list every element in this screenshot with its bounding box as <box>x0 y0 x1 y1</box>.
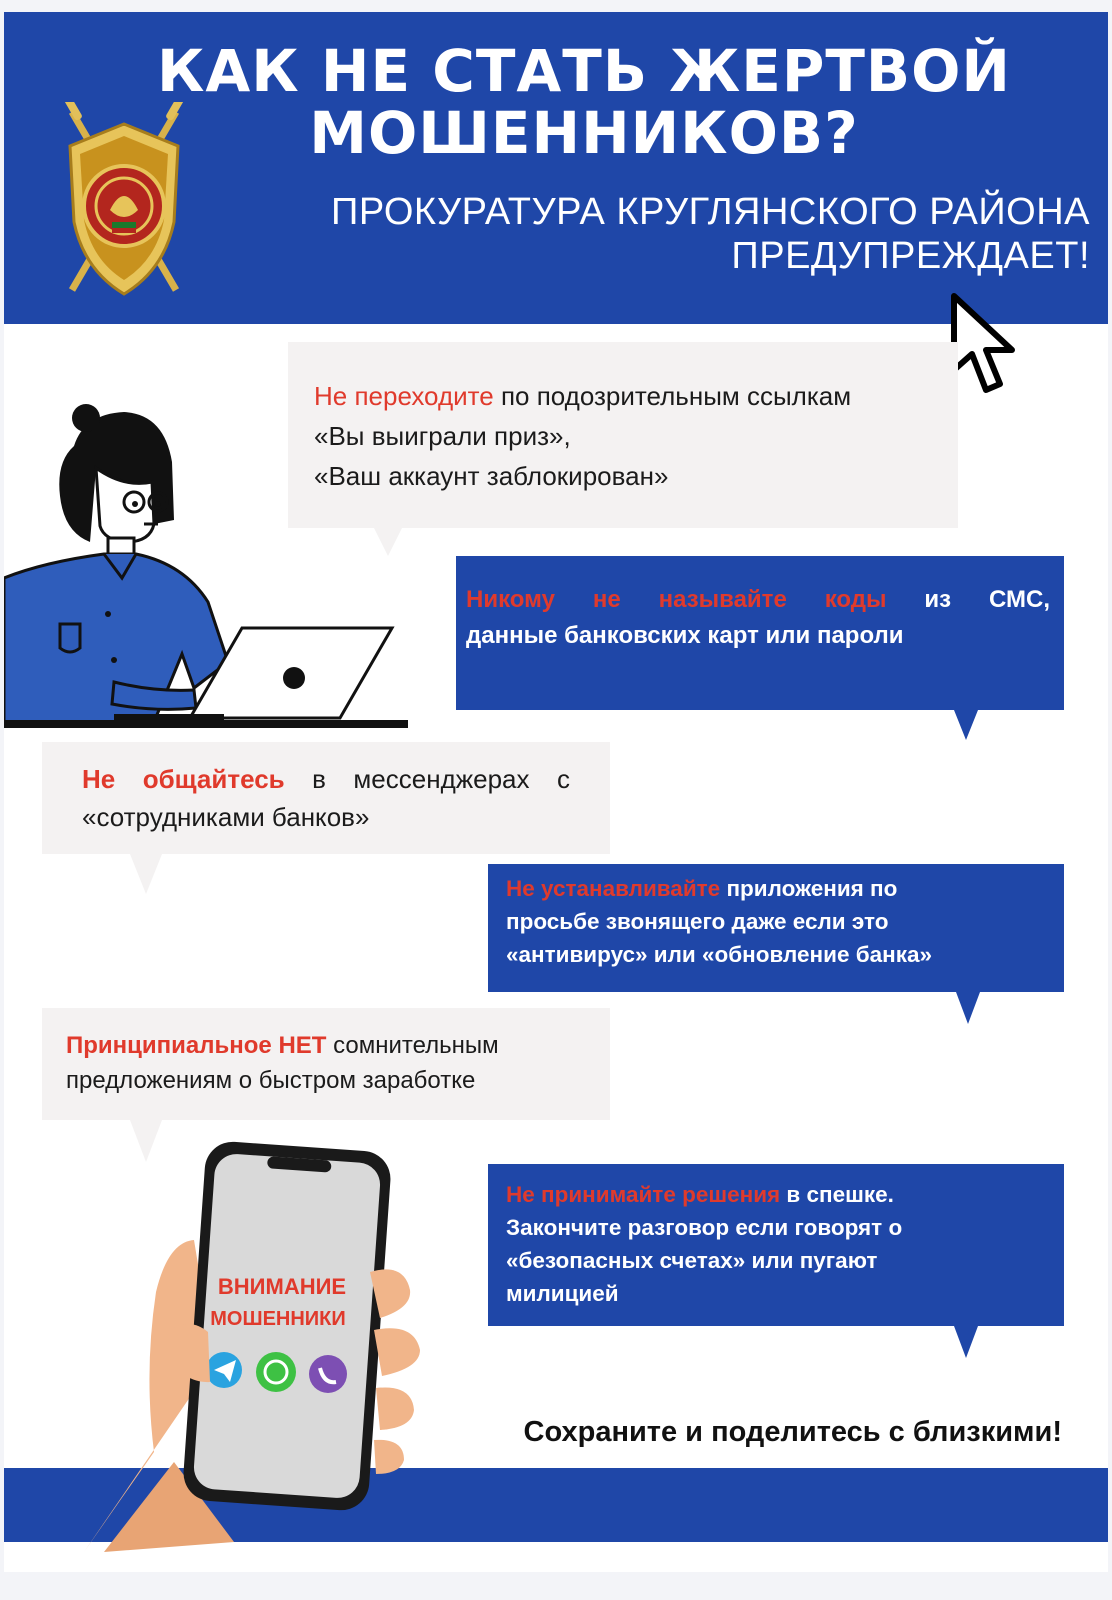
tip4-line2: просьбе звонящего даже если это <box>506 909 889 934</box>
bubble-tail <box>130 854 162 894</box>
tip6-line3: «безопасных счетах» или пугают <box>506 1248 878 1273</box>
bubble-tail <box>954 710 978 740</box>
tip4-highlight: Не устанавливайте <box>506 876 721 901</box>
tip-bubble-decisions <box>488 1164 1064 1326</box>
bubble-tail <box>374 528 402 556</box>
tip6-line2: Закончите разговор если говорят о <box>506 1215 903 1240</box>
bubble-tail <box>954 1326 978 1358</box>
tip5-highlight: Принципиальное НЕТ <box>66 1032 327 1059</box>
tip1-line2: «Вы выиграли приз», <box>314 421 571 451</box>
subtitle-line-1: ПРОКУРАТУРА КРУГЛЯНСКОГО РАЙОНА <box>331 191 1090 233</box>
tip6-line4: милицией <box>506 1281 619 1306</box>
tip5-rest: сомнительным <box>326 1032 499 1059</box>
tip6-highlight: Не принимайте решения <box>506 1182 781 1207</box>
tip3-rest: в мессенджерах с <box>284 764 570 794</box>
tip2-line2: данные банковских карт или пароли <box>466 622 904 649</box>
tip1-rest: по подозрительным ссылкам <box>493 381 852 411</box>
phone-warning-line2: МОШЕННИКИ <box>210 1308 346 1330</box>
subtitle <box>190 190 1090 278</box>
title-line-2: МОШЕННИКОВ? <box>309 99 859 167</box>
tip4-rest: приложения по <box>720 876 898 901</box>
tip-bubble-earnings <box>42 1008 610 1120</box>
tip6-rest: в спешке. <box>780 1182 894 1207</box>
tip-bubble-codes <box>456 556 1064 710</box>
phone-in-hand-illustration <box>84 1122 444 1552</box>
tip2-highlight: Никому не называйте коды <box>466 586 887 613</box>
header-banner <box>4 12 1108 324</box>
page-title <box>64 37 1104 167</box>
cursor-icon <box>948 292 1028 402</box>
poster <box>4 12 1108 1572</box>
tip4-line3: «антивирус» или «обновление банка» <box>506 942 933 967</box>
tip-bubble-links <box>288 342 958 528</box>
tip1-highlight: Не переходите <box>314 381 494 411</box>
share-call-to-action: Сохраните и поделитесь с близкими! <box>523 1416 1062 1448</box>
tip5-line2: предложениям о быстром заработке <box>66 1067 476 1094</box>
subtitle-line-2: ПРЕДУПРЕЖДАЕТ! <box>731 235 1090 277</box>
tip-bubble-apps <box>488 864 1064 992</box>
phone-warning-line1: ВНИМАНИЕ <box>217 1274 347 1299</box>
tip1-line3: «Ваш аккаунт заблокирован» <box>314 461 669 491</box>
tip3-line2: «сотрудниками банков» <box>82 802 370 832</box>
tip2-rest: из СМС, <box>886 586 1051 613</box>
title-line-1: КАК НЕ СТАТЬ ЖЕРТВОЙ <box>157 37 1011 105</box>
bubble-tail <box>956 992 980 1024</box>
tip-bubble-messengers <box>42 742 610 854</box>
tip3-highlight: Не общайтесь <box>82 764 285 794</box>
prosecutor-emblem-icon <box>54 102 194 302</box>
